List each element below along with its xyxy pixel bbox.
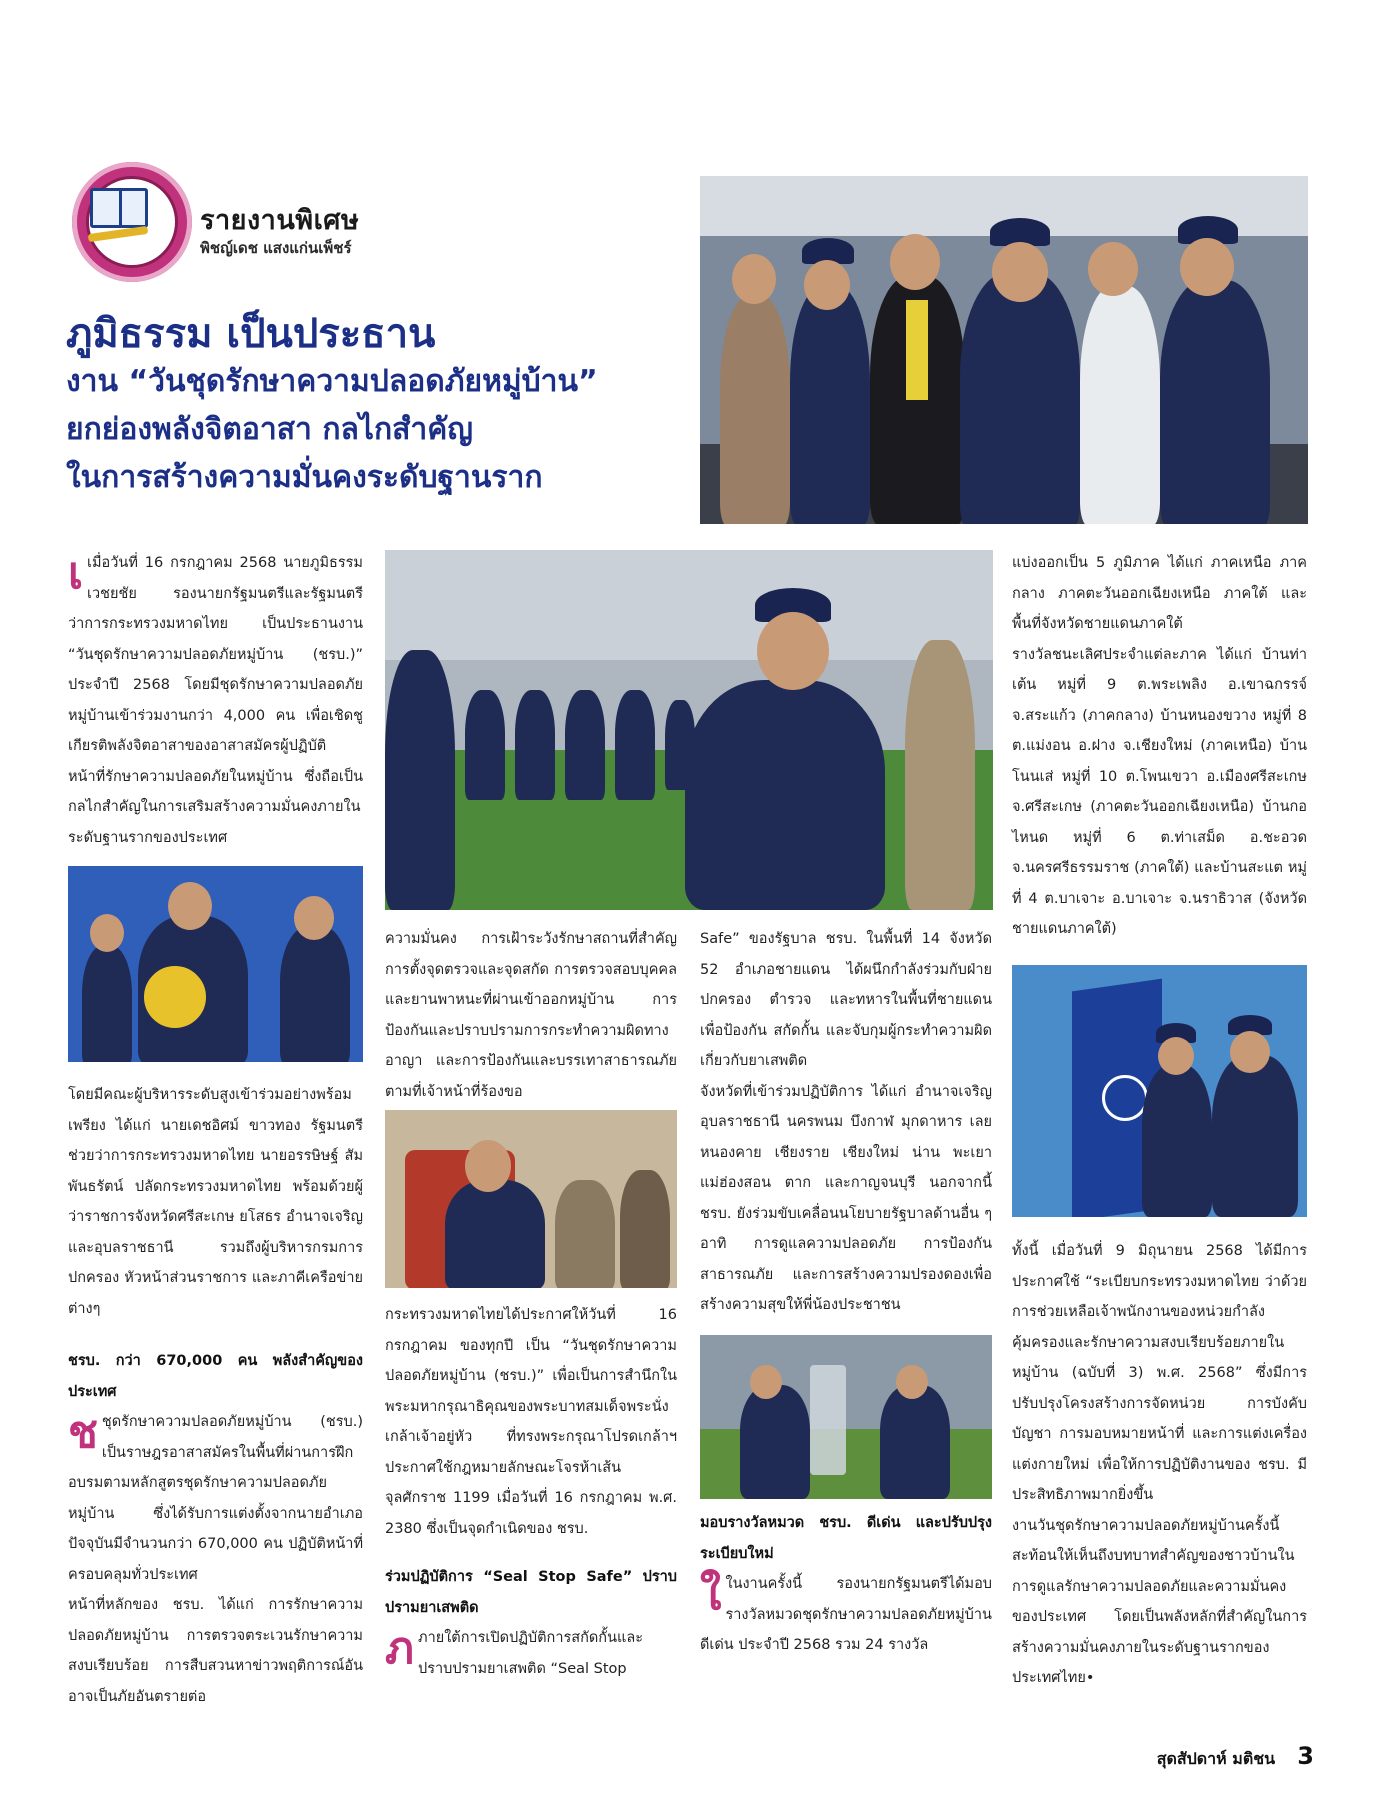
column-1-paragraph-2: โดยมีคณะผู้บริหารระดับสูงเข้าร่วมอย่างพร้อมเพรียง ได้แก่ นายเดชอิศม์ ขาวทอง รัฐมนตรีช่วยว่าการกระทรวงมหาดไทย นายอรรษิษฐ์ สัมพันธรัตน์ ปลัดกระทรวงมหาดไทย พร้อมด้วยผู้ว่าราชการจังหวัดศรีสะเกษ ยโสธร อำนาจเจริญ และอุบลราชธานี รวมถึงผู้บริหารกรมการปกครอง หัวหน้าส่วนราชการ และภาคีเครือข่ายต่างๆ — [68, 1087, 363, 1317]
photo-shield-drill — [700, 1335, 992, 1499]
column-2-paragraph-1: ความมั่นคง การเฝ้าระวังรักษาสถานที่สำคัญ การตั้งจุดตรวจและจุดสกัด การตรวจสอบบุคคลและยานพาหนะที่ผ่านเข้าออกหมู่บ้าน การป้องกันและปราบปรามการกระทำความผิดทางอาญา และการป้องกันและบรรเทาสาธารณภัยตามที่เจ้าหน้าที่ร้องขอ — [385, 931, 677, 1100]
column-1-paragraph-1: เมื่อวันที่ 16 กรกฎาคม 2568 นายภูมิธรรม เวชยชัย รองนายกรัฐมนตรีและรัฐมนตรีว่าการกระทรวงมหาดไทย เป็นประธานงาน “วันชุดรักษาความปลอดภัยหมู่บ้าน (ชรบ.)” ประจำปี 2568 โดยมีชุดรักษาความปลอดภัยหมู่บ้านเข้าร่วมงานกว่า 4,000 คน เพื่อเชิดชูเกียรติพลังจิตอาสาของอาสาสมัครผู้ปฏิบัติหน้าที่รักษาความปลอดภัยในหมู่บ้าน ซึ่งถือเป็นกลไกสำคัญในการเสริมสร้างความมั่นคงภายในระดับฐานรากของประเทศ — [68, 555, 363, 846]
subhead-2: ร่วมปฏิบัติการ “Seal Stop Safe” ปราบปรามยาเสพติด — [385, 1569, 677, 1616]
article-column-4b — [1012, 1236, 1307, 1694]
column-4-paragraph-1: แบ่งออกเป็น 5 ภูมิภาค ได้แก่ ภาคเหนือ ภาคกลาง ภาคตะวันออกเฉียงเหนือ ภาคใต้ และพื้นที่จังหวัดชายแดนภาคใต้ — [1012, 555, 1307, 632]
publication-name: สุดสัปดาห์ มติชน — [1156, 1749, 1276, 1768]
article-column-3 — [700, 924, 992, 1321]
column-4-paragraph-3: ทั้งนี้ เมื่อวันที่ 9 มิถุนายน 2568 ได้มีการประกาศใช้ “ระเบียบกระทรวงมหาดไทย ว่าด้วยการช่วยเหลือเจ้าพนักงานของหน่วยกำลังคุ้มครองและรักษาความสงบเรียบร้อยภายในหมู่บ้าน (ฉบับที่ 3) พ.ศ. 2568” ซึ่งมีการปรับปรุงโครงสร้างการจัดหน่วย การบังคับบัญชา การมอบหมายหน้าที่ และการแต่งเครื่องแต่งกายใหม่ เพื่อให้การปฏิบัติงานของ ชรบ. มีประสิทธิภาพมากยิ่งขึ้น — [1012, 1243, 1307, 1503]
book-icon — [90, 188, 148, 228]
drop-cap: เ — [68, 548, 84, 599]
article-column-3b — [700, 1508, 992, 1661]
column-1-paragraph-4: หน้าที่หลักของ ชรบ. ได้แก่ การรักษาความปลอดภัยหมู่บ้าน การตรวจตระเวนรักษาความสงบเรียบร้อย การสืบสวนหาข่าวพฤติการณ์อันอาจเป็นภัยอันตรายต่อ — [68, 1597, 363, 1705]
headline-line-1: ภูมิธรรม เป็นประธาน — [66, 311, 436, 357]
article-column-1 — [68, 548, 363, 853]
column-3-paragraph-2: จังหวัดที่เข้าร่วมปฏิบัติการ ได้แก่ อำนาจเจริญ อุบลราชธานี นครพนม บึงกาฬ มุกดาหาร เลย หนองคาย เชียงราย เชียงใหม่ น่าน พะเยา แม่ฮ่องสอน ตาก และกาญจนบุรี นอกจากนี้ ชรบ. ยังร่วมขับเคลื่อนนโยบายรัฐบาลด้านอื่น ๆ อาทิ การดูแลความปลอดภัย การป้องกันสาธารณภัย และการสร้างความปรองดองเพื่อสร้างความสุขให้พี่น้องประชาชน — [700, 1083, 992, 1313]
column-4-paragraph-2: รางวัลชนะเลิศประจำแต่ละภาค ได้แก่ บ้านท่าเต้น หมู่ที่ 9 ต.พระเพลิง อ.เขาฉกรรจ์ จ.สระแก้ว (ภาคกลาง) บ้านหนองขวาง หมู่ที่ 8 ต.แม่งอน อ.ฝาง จ.เชียงใหม่ (ภาคเหนือ) บ้านโนนเส่ หมู่ที่ 10 ต.โพนเขวา อ.เมืองศรีสะเกษ จ.ศรีสะเกษ (ภาคตะวันออกเฉียงเหนือ) บ้านกอไหนด หมู่ที่ 6 ต.ท่าเสม็ด อ.ชะอวด จ.นครศรีธรรมราช (ภาคใต้) และบ้านสะแต หมู่ที่ 4 ต.บาเจาะ อ.บาเจาะ จ.นราธิวาส (จังหวัดชายแดนภาคใต้) — [1012, 646, 1307, 937]
headline-line-3: ยกย่องพลังจิตอาสา กลไกสำคัญ — [66, 412, 473, 447]
column-4-paragraph-4: งานวันชุดรักษาความปลอดภัยหมู่บ้านครั้งนี้สะท้อนให้เห็นถึงบทบาทสำคัญของชาวบ้านในการดูแลรักษาความปลอดภัยและความมั่นคงของประเทศ โดยเป็นพลังหลักที่สำคัญในการสร้างความมั่นคงภายในระดับฐานรากของประเทศไทย• — [1012, 1517, 1307, 1686]
section-badge-icon — [72, 162, 192, 282]
column-3-paragraph-1: Safe” ของรัฐบาล ชรบ. ในพื้นที่ 14 จังหวัด 52 อำเภอชายแดน ได้ผนึกกำลังร่วมกับฝ่ายปกครอง ตำรวจ และทหารในพื้นที่ชายแดน เพื่อป้องกัน สกัดกั้น และจับกุมผู้กระทำความผิดเกี่ยวกับยาเสพติด — [700, 931, 992, 1069]
article-column-4 — [1012, 548, 1307, 945]
column-2-paragraph-2: กระทรวงมหาดไทยได้ประกาศให้วันที่ 16 กรกฎาคม ของทุกปี เป็น “วันชุดรักษาความปลอดภัยหมู่บ้าน (ชรบ.)” เพื่อเป็นการสำนึกในพระมหากรุณาธิคุณของพระบาทสมเด็จพระนั่งเกล้าเจ้าอยู่หัว ที่ทรงพระกรุณาโปรดเกล้าฯ ประกาศใช้กฎหมายลักษณะโจรห้าเส้น จุลศักราช 1199 เมื่อวันที่ 16 กรกฎาคม พ.ศ. 2380 ซึ่งเป็นจุดกำเนิดของ ชรบ. — [385, 1307, 677, 1537]
article-column-2 — [385, 924, 677, 1107]
photo-speaker-podium — [68, 866, 363, 1062]
column-2-paragraph-3: ภายใต้การเปิดปฏิบัติการสกัดกั้นและปราบปรามยาเสพติด “Seal Stop — [418, 1630, 644, 1677]
column-1-paragraph-3: ชุดรักษาความปลอดภัยหมู่บ้าน (ชรบ.) เป็นราษฎรอาสาสมัครในพื้นที่ผ่านการฝึกอบรมตามหลักสูตรชุดรักษาความปลอดภัยหมู่บ้าน ซึ่งได้รับการแต่งตั้งจากนายอำเภอ ปัจจุบันมีจำนวนกว่า 670,000 คน ปฏิบัติหน้าที่ครอบคลุมทั่วประเทศ — [68, 1414, 363, 1583]
article-column-1b — [68, 1080, 363, 1712]
subhead-3: มอบรางวัลหมวด ชรบ. ดีเด่น และปรับปรุงระเบียบใหม่ — [700, 1515, 992, 1562]
page-footer — [1157, 1742, 1314, 1772]
photo-saluting-officer — [385, 550, 993, 910]
column-3-paragraph-3: ในงานครั้งนี้ รองนายกรัฐมนตรีได้มอบรางวัลหมวดชุดรักษาความปลอดภัยหมู่บ้านดีเด่น ประจำปี 2568 รวม 24 รางวัล — [700, 1576, 992, 1653]
headline — [66, 310, 686, 502]
article-column-2b — [385, 1300, 677, 1684]
photo-officials-walking — [700, 176, 1308, 524]
byline: พิชญ์เดช แสงแก่นเพ็ชร์ — [200, 239, 352, 257]
drop-cap: ภ — [385, 1623, 415, 1674]
page-number: 3 — [1297, 1742, 1314, 1770]
photo-seated-officials — [385, 1110, 677, 1288]
headline-line-2: งาน “วันชุดรักษาความปลอดภัยหมู่บ้าน” — [66, 364, 598, 399]
drop-cap: ช — [68, 1407, 98, 1458]
photo-flag-handover — [1012, 965, 1307, 1217]
drop-cap: ใ — [700, 1569, 722, 1620]
section-kicker: รายงานพิเศษ — [200, 205, 360, 236]
headline-line-4: ในการสร้างความมั่นคงระดับฐานราก — [66, 460, 543, 495]
subhead-1: ชรบ. กว่า 670,000 คน พลังสำคัญของประเทศ — [68, 1353, 363, 1400]
